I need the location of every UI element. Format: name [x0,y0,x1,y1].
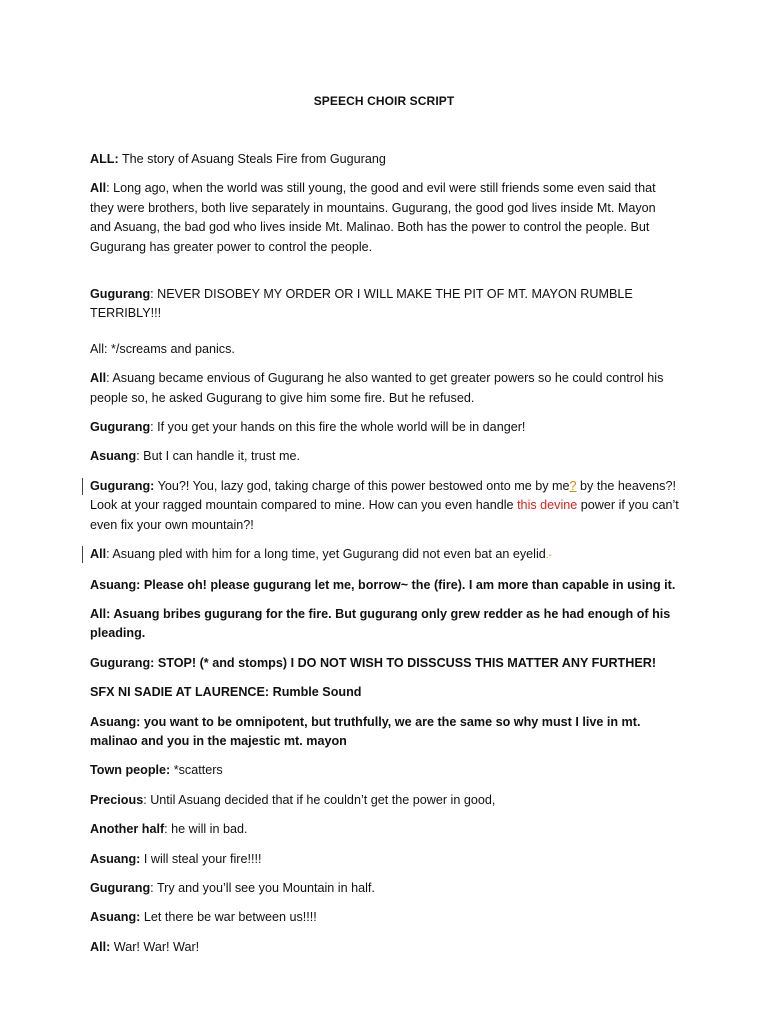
line-asuang-steal [90,850,680,869]
line-text: Asuang: you want to be omnipotent, but truthfully, we are the same so why must I live in mt. malinao and you in the majestic mt. mayon [90,714,641,748]
line-all-intro [90,150,680,169]
line-asuang-omnipotent [90,713,680,752]
line-text: : Try and you’ll see you Mountain in half. [150,880,375,895]
document-title: SPEECH CHOIR SCRIPT [313,94,455,108]
speaker: All [90,547,107,562]
line-asuang-please [90,576,680,595]
tracked-change-mark: .- [545,550,552,562]
line-text: The story of Asuang Steals Fire from Gugurang [118,152,386,166]
speaker: Precious [90,792,144,807]
line-text: by the heavens?! Look at your ragged mountain compared to mine. How can you even handle [90,478,676,513]
line-text: : Long ago, when the world was still young, the good and evil were still friends some even said that they were brothers, both live separately in mountains. Gugurang, the good god lives inside Mt. Mayon and Asuang, the bad god who lives inside Mt. Malinao. Both has the power to control the people. But Gugurang has greater power to control the people. [90,181,656,254]
speaker: All [90,371,107,386]
speaker: Another half [90,822,165,837]
line-gugurang-stop [90,654,680,673]
line-text: : Asuang pled with him for a long time, yet Gugurang did not even bat an eyelid [106,547,546,562]
line-text: *scatters [170,763,223,778]
line-text: Gugurang: STOP! (* and stomps) I DO NOT WISH TO DISSCUSS THIS MATTER ANY FURTHER! [90,655,657,670]
line-text: All: */screams and panics. [90,341,235,356]
line-text: Let there be war between us!!!! [140,910,317,925]
line-text: : Until Asuang decided that if he couldn’t get the power in good, [143,792,496,807]
line-all-pled [90,545,680,565]
line-another-half [90,820,680,839]
line-text: You?! You, lazy god, taking charge of this power bestowed onto me by me [154,478,570,493]
revision-change-bar [82,546,83,563]
line-sfx [90,683,680,702]
line-all-war [90,938,680,957]
speaker: Asuang: [90,851,141,866]
line-text: I will steal your fire!!!! [140,851,262,866]
line-gugurang-try [90,879,680,898]
line-all-long-ago [90,179,680,257]
speaker: Town people: [90,763,171,778]
speaker: All [90,181,107,196]
line-text: : Asuang became envious of Gugurang he also wanted to get greater powers so he could control his people so, he asked Gugurang to give him some fire. But he refused. [90,371,664,405]
line-text: : he will in bad. [164,822,248,837]
line-text: All: Asuang bribes gugurang for the fire. But gugurang only grew redder as he had enough of his pleading. [90,606,671,641]
line-text: SFX NI SADIE AT LAURENCE: Rumble Sound [90,685,362,700]
line-text: : If you get your hands on this fire the whole world will be in danger! [150,420,526,435]
line-precious [90,791,680,810]
speaker: Gugurang [90,880,151,895]
line-text: Asuang: Please oh! please gugurang let me, borrow~ the (fire). I am more than capable in using it. [90,577,676,592]
speaker: Gugurang [90,287,151,302]
line-gugurang-lazy-god [90,477,680,535]
speaker: Asuang [90,449,137,464]
line-text: War! War! War! [110,939,200,954]
speaker: All: [90,939,111,954]
line-all-screams [90,340,680,359]
script-body [90,150,680,967]
speaker: Asuang: [90,910,141,925]
highlighted-text: this devine [517,498,578,513]
speaker: Gugurang [90,420,151,435]
speaker: Gugurang: [90,478,155,493]
line-asuang-handle [90,447,680,466]
tracked-change-mark: ? [569,478,577,493]
line-gugurang-danger [90,418,680,437]
line-all-bribes [90,605,680,644]
speaker: ALL: [90,152,119,166]
line-text: power if you can’t even fix your own mountain?! [90,498,679,532]
line-gugurang-never [90,285,680,324]
revision-change-bar [82,478,83,495]
line-all-envious [90,369,680,408]
line-text: : But I can handle it, trust me. [136,449,300,464]
line-asuang-war [90,908,680,927]
line-text: : NEVER DISOBEY MY ORDER OR I WILL MAKE THE PIT OF MT. MAYON RUMBLE TERRIBLY!!! [90,287,633,321]
line-town-people [90,761,680,780]
